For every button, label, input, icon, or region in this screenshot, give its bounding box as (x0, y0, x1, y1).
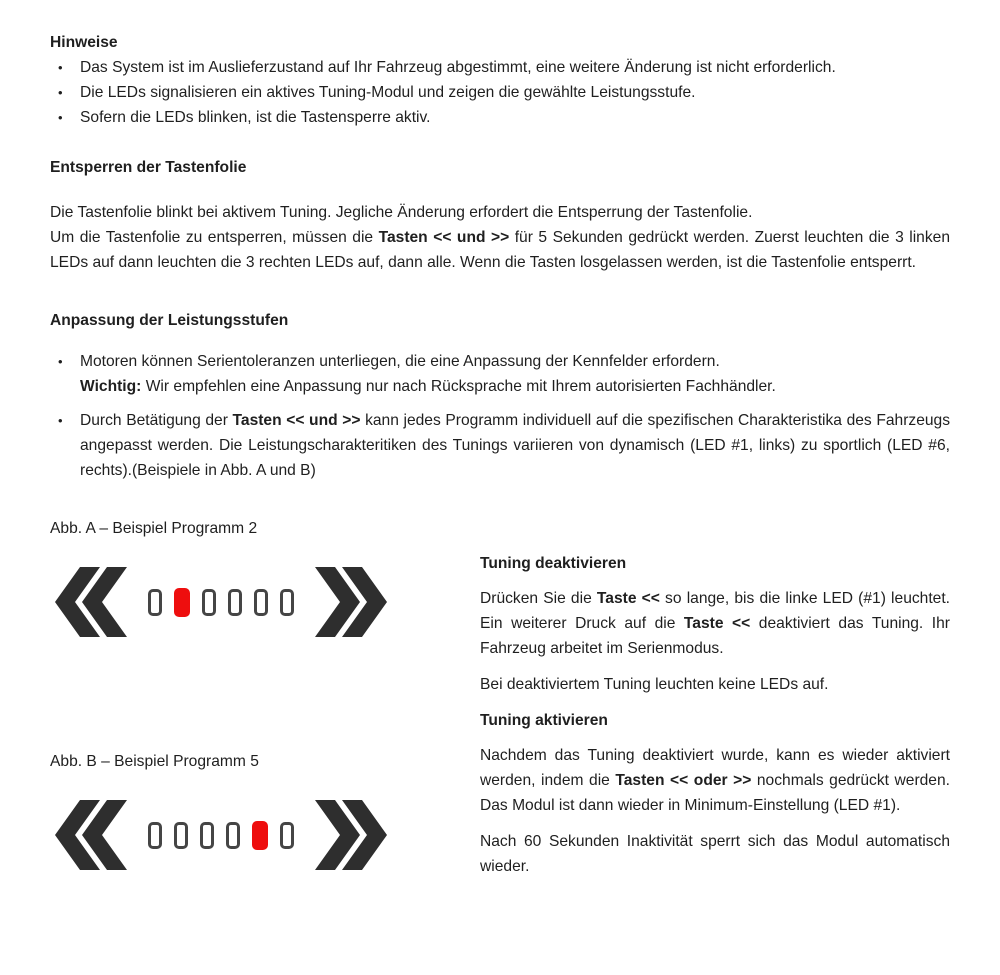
tuning-deaktivieren-paragraph-2: Bei deaktiviertem Tuning leuchten keine LEDs auf. (480, 676, 829, 693)
bold-text-run: Tasten << und >> (232, 412, 361, 429)
led-strip-b (148, 821, 294, 850)
text-run: Die LEDs signalisieren ein aktives Tuning-Modul und zeigen die gewählte Leistungsstufe. (80, 84, 696, 101)
bullet-marker: • (58, 413, 63, 428)
section-heading-hinweise: Hinweise (50, 34, 118, 51)
bullet-marker: • (58, 85, 63, 100)
led-5-active (252, 821, 268, 850)
led-6 (280, 822, 294, 849)
led-6 (280, 589, 294, 616)
text-run: Um die Tastenfolie zu entsperren, müssen die (50, 229, 379, 246)
bullet-text (80, 55, 950, 80)
led-5 (254, 589, 268, 616)
bullet-item (50, 408, 950, 483)
bullet-item (50, 80, 950, 105)
bullet-marker: • (58, 354, 63, 369)
text-run: deaktiviert das Tuning. Ihr Fahrzeug arbeitet im Serienmodus. (480, 615, 950, 657)
bullet-line (80, 374, 950, 399)
bullet-text (80, 80, 950, 105)
led-3 (202, 589, 216, 616)
bullet-item (50, 349, 950, 399)
double-chevron-left-icon (55, 567, 127, 637)
entsperren-paragraph-1: Die Tastenfolie blinkt bei aktivem Tuning. Jegliche Änderung erfordert die Entsperrung der Tastenfolie. (50, 204, 753, 221)
text-run: Nachdem das Tuning deaktiviert wurde, kann es wieder aktiviert werden, indem die (480, 747, 950, 789)
bullet-marker: • (58, 60, 63, 75)
section-hinweise (50, 30, 950, 130)
section-heading-entsperren: Entsperren der Tastenfolie (50, 159, 247, 176)
bold-text-run: Tasten << und >> (378, 229, 510, 246)
tuning-aktivieren-paragraph-1 (480, 743, 950, 818)
instructions-column (480, 516, 950, 890)
bullet-item (50, 55, 950, 80)
text-run: so lange, bis die linke LED (#1) leuchtet. Ein weiterer Druck auf die (480, 590, 951, 632)
bullet-text (80, 408, 950, 483)
section-anpassung (50, 308, 950, 483)
text-run: Wir empfehlen eine Anpassung nur nach Rücksprache mit Ihrem autorisierten Fachhändler. (141, 378, 776, 395)
bold-text-run: Tasten << oder >> (615, 772, 752, 789)
section-heading-anpassung: Anpassung der Leistungsstufen (50, 312, 289, 329)
bold-text-run: Taste << (596, 590, 660, 607)
heading-tuning-aktivieren: Tuning aktivieren (480, 712, 608, 729)
anpassung-bullet-list (50, 349, 950, 483)
figure-b-label: Abb. B – Beispiel Programm 5 (50, 753, 259, 770)
tuning-aktivieren-paragraph-2: Nach 60 Sekunden Inaktivität sperrt sich das Modul automatisch wieder. (480, 833, 950, 875)
page-content (50, 30, 950, 890)
figure-a-display (55, 567, 387, 637)
led-3 (200, 822, 214, 849)
heading-tuning-deaktivieren: Tuning deaktivieren (480, 555, 627, 572)
entsperren-paragraph-2 (50, 225, 950, 275)
section-entsperren (50, 155, 950, 275)
text-run: Das System ist im Auslieferzustand auf Ihr Fahrzeug abgestimmt, eine weitere Änderung ist nicht erforderlich. (80, 59, 836, 76)
text-run: nochmals gedrückt werden. Das Modul ist dann wieder in Minimum-Einstellung (LED #1). (480, 772, 950, 814)
bullet-line (80, 349, 950, 374)
led-4 (228, 589, 242, 616)
tuning-deaktivieren-paragraph-1 (480, 586, 950, 661)
figure-b-display (55, 800, 387, 870)
led-2 (174, 822, 188, 849)
led-1 (148, 589, 162, 616)
led-4 (226, 822, 240, 849)
double-chevron-right-icon (315, 567, 387, 637)
text-run: Sofern die LEDs blinken, ist die Tastensperre aktiv. (80, 109, 431, 126)
figures-and-instructions (50, 516, 950, 890)
text-run: Motoren können Serientoleranzen unterliegen, die eine Anpassung der Kennfelder erfordern. (80, 353, 720, 370)
led-1 (148, 822, 162, 849)
led-2-active (174, 588, 190, 617)
hinweise-bullet-list (50, 55, 950, 130)
figures-column (50, 516, 480, 890)
bullet-text (80, 349, 950, 399)
text-run: für 5 Sekunden gedrückt werden. Zuerst leuchten die 3 linken LEDs auf dann leuchten die 3 rechten LEDs auf, dann alle. Wenn die Tasten losgelassen werden, ist die Tastenfolie entsperrt. (50, 229, 950, 271)
text-run: kann jedes Programm individuell auf die spezifischen Charakteristika des Fahrzeugs angepasst werden. Die Leistungscharakteritiken des Tunings variieren von dynamisch (LED #1, links) zu sportlich (LED #6, rechts).(Beispiele in Abb. A und B) (80, 412, 951, 479)
bold-text-run: Wichtig: (80, 378, 142, 395)
figure-a-label: Abb. A – Beispiel Programm 2 (50, 520, 258, 537)
bullet-text (80, 105, 950, 130)
double-chevron-left-icon (55, 800, 127, 870)
text-run: Durch Betätigung der (80, 412, 233, 429)
double-chevron-right-icon (315, 800, 387, 870)
led-strip-a (148, 588, 294, 617)
bullet-marker: • (58, 110, 63, 125)
text-run: Drücken Sie die (480, 590, 597, 607)
bullet-item (50, 105, 950, 130)
bold-text-run: Taste << (683, 615, 751, 632)
